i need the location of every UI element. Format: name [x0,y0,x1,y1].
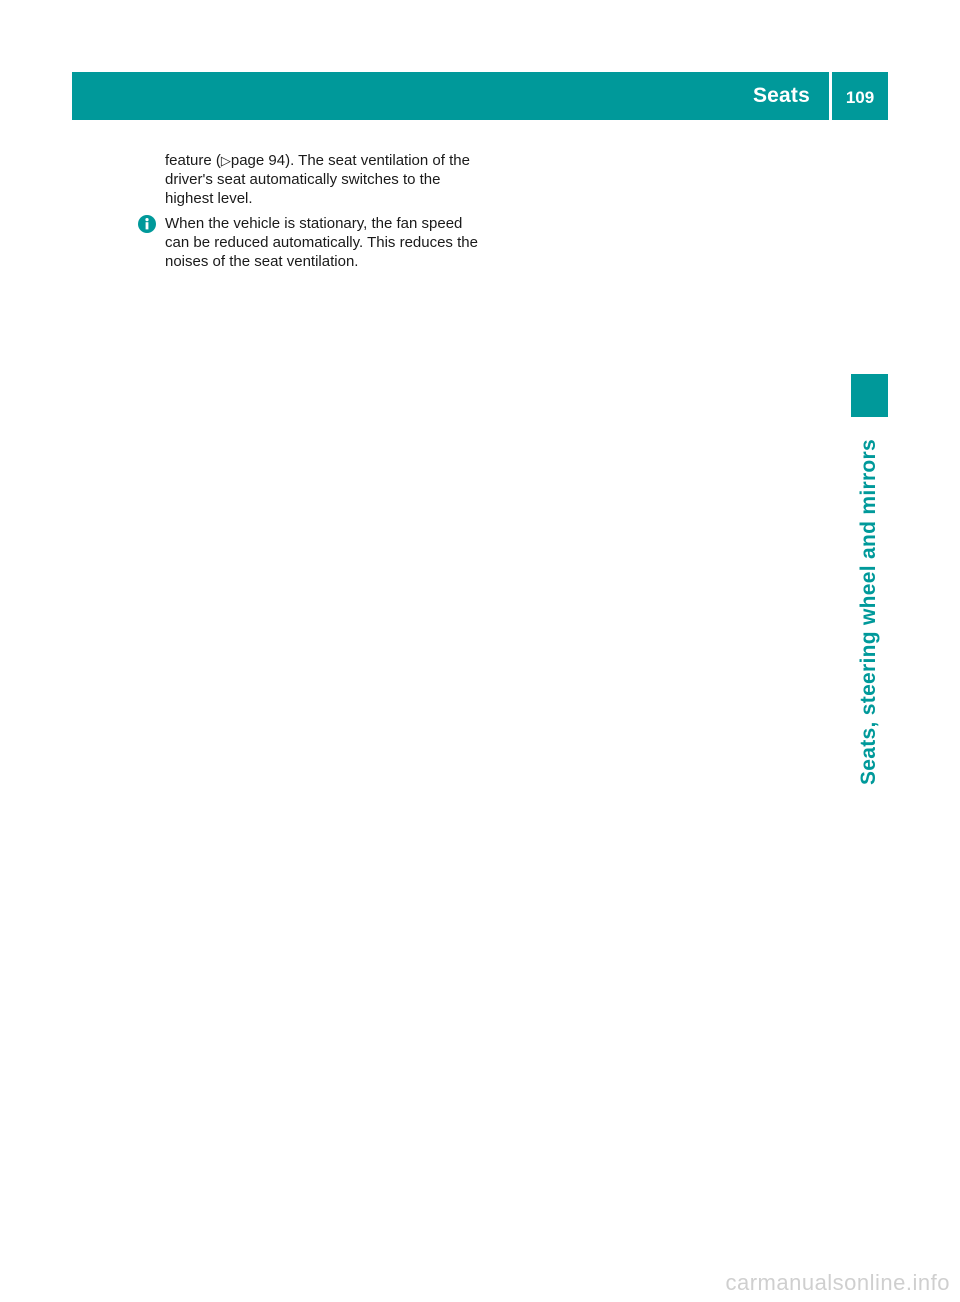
info-icon [138,215,156,233]
paragraph-prefix: feature ( [165,152,221,169]
chapter-tab-marker [851,374,888,417]
body-paragraph [165,151,485,208]
page-reference-arrow-icon: ▷ [220,153,231,168]
main-content [165,151,485,271]
footer-watermark: carmanualsonline.info [725,1270,950,1295]
info-note-text: When the vehicle is stationary, the fan speed can be reduced automatically. This reduces the noises of the seat ventilation. [165,215,478,270]
chapter-label-text: Seats, steering wheel and mirrors [857,438,880,786]
page-reference-link[interactable]: page 94 [230,152,286,169]
info-note [165,214,485,271]
paragraph-suffix: ). The seat ventilation of the driver's seat automatically switches to the highest level. [165,152,470,207]
page-number: 109 [845,88,875,107]
page-header [72,72,888,120]
section-title: Seats [752,84,810,107]
